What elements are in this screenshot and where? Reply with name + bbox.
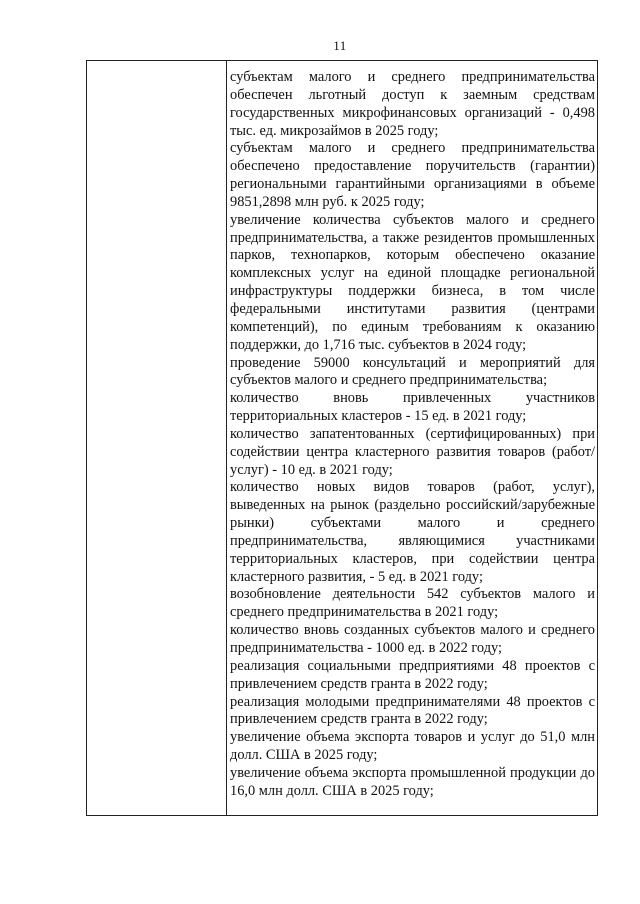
list-item: реализация социальными предприятиями 48 проектов с привлечением средств гранта в 2022 году; [230, 657, 595, 692]
table-right-cell [227, 61, 597, 815]
list-item: увеличение объема экспорта товаров и услуг до 51,0 млн долл. США в 2025 году; [230, 729, 595, 764]
list-item: количество вновь созданных субъектов малого и среднего предпринимательства - 1000 ед. в 2022 году; [230, 622, 595, 656]
list-item: реализация молодыми предпринимателями 48 проектов с привлечением средств гранта в 2022 году; [230, 693, 595, 728]
list-item: субъектам малого и среднего предпринимательства обеспечен льготный доступ к заемным средствам государственных микрофинансовых организаций - 0,498 тыс. ед. микрозаймов в 2025 году; [230, 69, 595, 139]
list-item: субъектам малого и среднего предпринимательства обеспечено предоставление поручительств (гарантии) региональными гарантийными организациями в объеме 9851,2898 млн руб. к 2025 году; [230, 140, 595, 210]
list-item: возобновление деятельности 542 субъектов малого и среднего предпринимательства в 2021 году; [230, 586, 595, 621]
list-item: увеличение количества субъектов малого и среднего предпринимательства, а также резидентов промышленных парков, технопарков, которым обеспечено оказание комплексных услуг на единой площадке региональной инфраструктуры поддержки бизнеса, в том числе федеральными институтами развития (центрами компетенций), по единым требованиям к оказанию поддержки, до 1,716 тыс. субъектов в 2024 году; [230, 211, 595, 353]
table-left-cell [87, 61, 227, 815]
list-item: количество запатентованных (сертифицированных) при содействии центра кластерного развития товаров (работ/услуг) - 10 ед. в 2021 году; [230, 425, 595, 478]
list-item: увеличение объема экспорта промышленной продукции до 16,0 млн долл. США в 2025 году; [230, 764, 595, 799]
content-table [86, 60, 598, 816]
page-number: 11 [333, 38, 347, 53]
list-item: количество новых видов товаров (работ, услуг), выведенных на рынок (раздельно российский/зарубежные рынки) субъектами малого и среднего предпринимательства, являющимися участниками территориальных кластеров, при содействии центра кластерного развития, - 5 ед. в 2021 году; [230, 479, 595, 585]
list-item: проведение 59000 консультаций и мероприятий для субъектов малого и среднего предпринимательства; [230, 354, 595, 389]
list-item: количество вновь привлеченных участников территориальных кластеров - 15 ед. в 2021 году; [230, 390, 595, 425]
